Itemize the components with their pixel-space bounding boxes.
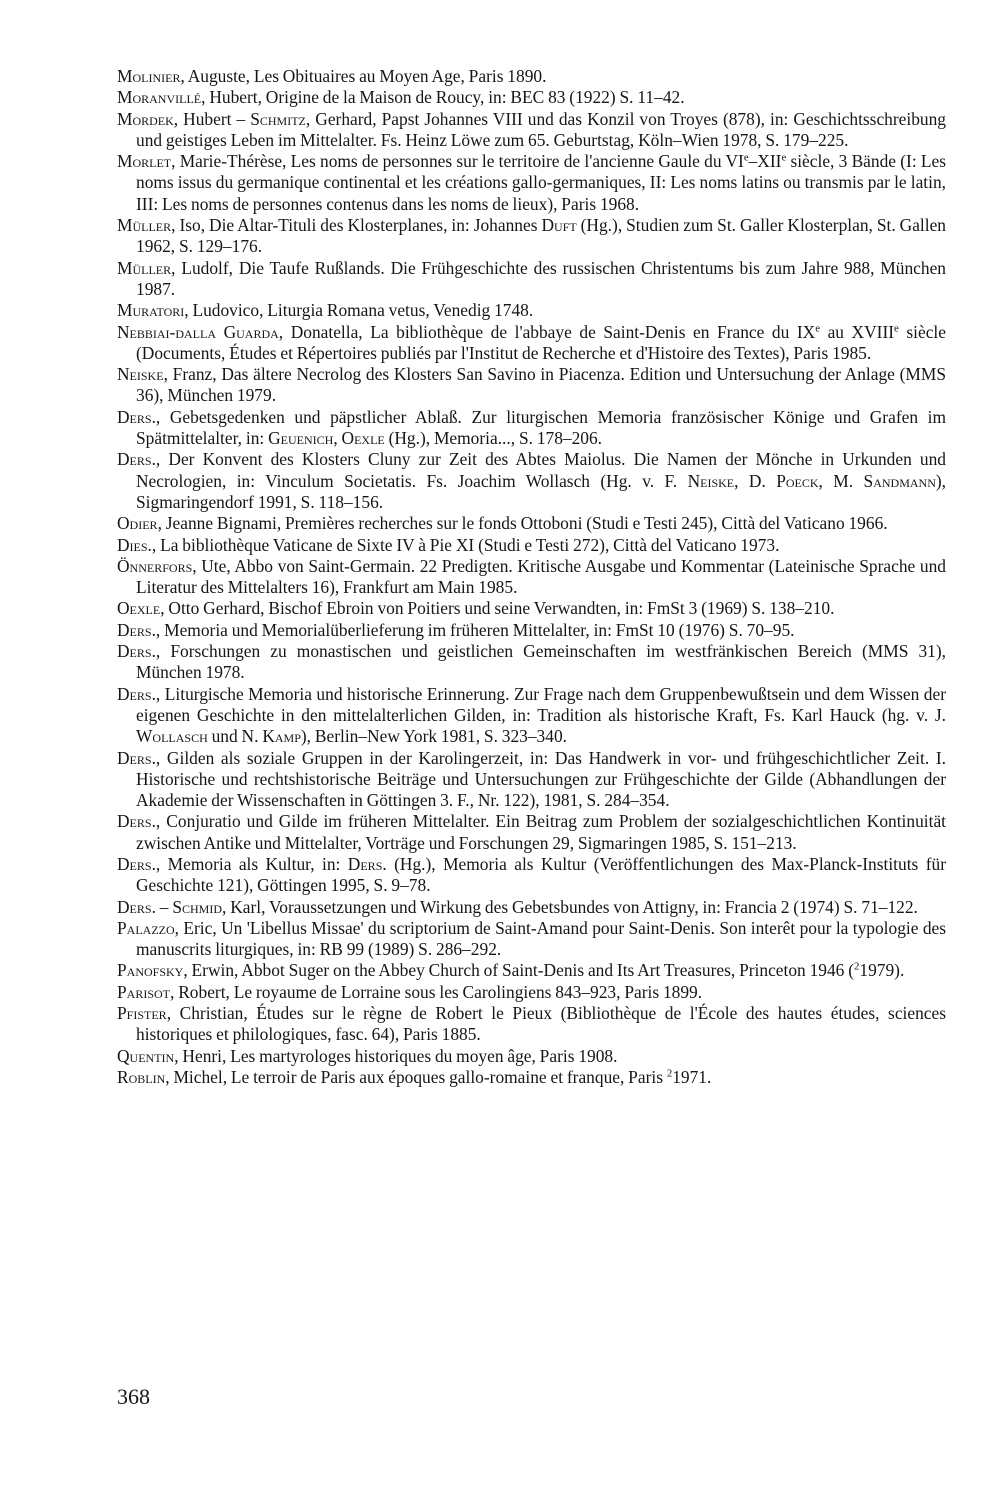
bibliography-entry <box>117 897 946 918</box>
entry-author: Kamp <box>262 726 301 747</box>
entry-author: Muratori <box>117 300 185 321</box>
entry-text: , Gebetsgedenken und päpstlicher Ablaß. Zur liturgischen Memoria französischer Könige und Grafen im Spätmittelalter, in: <box>136 406 946 449</box>
entry-text: , Henri, Les martyrologes historiques du moyen âge, Paris 1908. <box>174 1045 618 1066</box>
bibliography-entry <box>117 258 946 301</box>
entry-author: Ders. <box>117 619 156 640</box>
entry-author: Geuenich <box>268 428 334 449</box>
entry-author: Ders. <box>117 853 156 874</box>
entry-author: Oexle <box>341 428 385 449</box>
bibliography-entry <box>117 109 946 152</box>
entry-author: Moranvillé <box>117 87 202 108</box>
entry-text: , Marie-Thérèse, Les noms de personnes sur le territoire de l'ancienne Gaule du VI <box>171 151 744 172</box>
entry-text: 1979). <box>859 960 905 981</box>
bibliography-entry <box>117 407 946 450</box>
entry-superscript: e <box>894 321 899 334</box>
entry-author: Neiske <box>117 364 164 385</box>
entry-text: , Gerhard, Papst Johannes VIII und das Konzil von Troyes (878), in: Geschichtsschreibung und geistiges Leben im Mittelalter. Fs. Heinz Löwe zum 65. Geburtstag, Köln–Wien 1978, S. 179–225. <box>136 108 946 150</box>
entry-text: , Memoria als Kultur, in: <box>155 853 348 874</box>
entry-text: , Hubert, Origine de la Maison de Roucy, in: BEC 83 (1922) S. 11–42. <box>201 87 685 108</box>
entry-author: Nebbiai-dalla Guarda <box>117 321 279 342</box>
entry-text: , <box>333 428 342 449</box>
entry-text: 1971. <box>672 1066 712 1087</box>
entry-text: au XVIII <box>820 321 895 342</box>
bibliography-entry <box>117 1046 946 1067</box>
bibliography-entry <box>117 641 946 684</box>
entry-text: –XII <box>748 151 782 172</box>
bibliography-entry <box>117 449 946 513</box>
entry-text: , Conjuratio und Gilde im früheren Mittelalter. Ein Beitrag zum Problem der sozialgeschichtlichen Kontinuität zwischen Antike und Mittelalter, Vorträge und Forschungen 29, Sigmaringen 1985, S. 151–213. <box>136 811 946 853</box>
entry-text: ), Sigmaringendorf 1991, S. 118–156. <box>136 470 947 512</box>
entry-text: , Memoria und Memorialüberlieferung im früheren Mittelalter, in: FmSt 10 (1976) S. 70–95. <box>155 619 795 640</box>
entry-author: Müller <box>117 257 172 278</box>
entry-text: , Jeanne Bignami, Premières recherches sur le fonds Ottoboni (Studi e Testi 245), Città del Vaticano 1966. <box>157 513 888 534</box>
bibliography-entry <box>117 918 946 961</box>
entry-author: Ders. <box>117 449 156 470</box>
entry-author: Ders. <box>117 683 156 704</box>
entry-text: , Michel, Le terroir de Paris aux époques gallo-romaine et franque, Paris <box>165 1066 667 1087</box>
entry-text: , Christian, Études sur le règne de Robert le Pieux (Bibliothèque de l'École des hautes études, sciences historiques et philologiques, fasc. 64), Paris 1885. <box>136 1003 946 1045</box>
entry-author: Quentin <box>117 1045 175 1066</box>
bibliography-entry <box>117 66 946 87</box>
bibliography-entry <box>117 87 946 108</box>
bibliography-entry <box>117 535 946 556</box>
bibliography-entry <box>117 748 946 812</box>
bibliography-entry <box>117 364 946 407</box>
bibliography-entry <box>117 620 946 641</box>
entry-text: , Eric, Un 'Libellus Missae' du scriptorium de Saint-Amand pour Saint-Denis. Son interêt pour la typologie des manuscrits liturgiques, in: RB 99 (1989) S. 286–292. <box>136 917 946 960</box>
bibliography-entry <box>117 598 946 619</box>
entry-text: , D. <box>734 470 777 491</box>
entry-text: , Otto Gerhard, Bischof Ebroin von Poitiers und seine Verwandten, in: FmSt 3 (1969) S. 138–210. <box>160 598 835 619</box>
entry-author: Oexle <box>117 598 161 619</box>
entry-author: Pfister <box>117 1003 167 1024</box>
entry-text: , Forschungen zu monastischen und geistlichen Gemeinschaften im westfränkischen Bereich (MMS 31), München 1978. <box>136 641 946 683</box>
entry-text: (Hg.), Memoria..., S. 178–206. <box>384 428 603 449</box>
entry-author: Önnerfors <box>117 555 193 576</box>
entry-text: , Donatella, La bibliothèque de l'abbaye de Saint-Denis en France du IX <box>278 321 816 342</box>
entry-text: , Ludovico, Liturgia Romana vetus, Venedig 1748. <box>184 300 534 321</box>
entry-author: Schmitz <box>250 108 306 129</box>
bibliography-list <box>117 66 946 1088</box>
entry-text: , Ludolf, Die Taufe Rußlands. Die Frühgeschichte des russischen Christentums bis zum Jahre 988, München 1987. <box>136 257 946 299</box>
entry-author: Poeck <box>776 470 819 491</box>
entry-author: Ders. <box>347 853 387 874</box>
entry-superscript: 2 <box>854 960 860 973</box>
entry-author: Schmid <box>172 896 222 917</box>
bibliography-entry <box>117 960 946 981</box>
bibliography-entry <box>117 151 946 215</box>
entry-text: , Karl, Voraussetzungen und Wirkung des Gebetsbundes von Attigny, in: Francia 2 (1974) S. 71–122. <box>222 896 918 917</box>
bibliography-entry <box>117 811 946 854</box>
entry-text: , Hubert – <box>173 108 251 129</box>
entry-text: ), Berlin–New York 1981, S. 323–340. <box>300 726 567 747</box>
entry-author: Duft <box>541 215 577 236</box>
entry-text: , Auguste, Les Obituaires au Moyen Age, Paris 1890. <box>180 66 547 86</box>
entry-superscript: e <box>743 151 749 164</box>
entry-author: Ders. <box>117 406 156 427</box>
entry-text: siècle (Documents, Études et Répertoires publiés par l'Institut de Recherche et d'Histoire des Textes), Paris 1985. <box>136 321 946 363</box>
bibliography-entry <box>117 854 946 897</box>
entry-text: , Ute, Abbo von Saint-Germain. 22 Predigten. Kritische Ausgabe und Kommentar (Lateinische Sprache und Literatur des Mittelalters 16), Frankfurt am Main 1985. <box>136 555 946 598</box>
entry-superscript: 2 <box>666 1067 673 1080</box>
entry-text: – <box>155 896 173 917</box>
page-number: 368 <box>117 1384 150 1409</box>
entry-text: , Gilden als soziale Gruppen in der Karolingerzeit, in: Das Handwerk in vor- und frühgeschichtlicher Zeit. I. Historische und rechtshistorische Beiträge und Untersuchungen zur Frühgeschichte der Gilde (Abhandlungen der Akademie der Wissenschaften in Göttingen 3. F., Nr. 122), 1981, S. 284–354. <box>136 747 946 811</box>
entry-author: Odier <box>117 513 158 534</box>
entry-author: Palazzo <box>117 917 175 938</box>
entry-author: Parisot <box>117 981 171 1002</box>
entry-text: , Erwin, Abbot Suger on the Abbey Church of Saint-Denis and Its Art Treasures, Princeton 1946 ( <box>183 960 854 981</box>
entry-author: Roblin <box>117 1066 166 1087</box>
entry-text: , Iso, Die Altar-Tituli des Klosterplanes, in: Johannes <box>171 215 542 236</box>
bibliography-entry <box>117 322 946 365</box>
bibliography-entry <box>117 1003 946 1046</box>
entry-author: Molinier <box>117 66 181 86</box>
bibliography-entry <box>117 513 946 534</box>
entry-text: , Liturgische Memoria und historische Erinnerung. Zur Frage nach dem Gruppenbewußtsein und dem Wissen der eigenen Geschichte in den mittelalterlichen Gilden, in: Tradition als historische Kraft, Fs. Karl Hauck (hg. v. J. <box>136 683 946 725</box>
entry-author: Ders. <box>117 747 156 768</box>
entry-text: , Franz, Das ältere Necrolog des Klosters San Savino in Piacenza. Edition und Untersuchung der Anlage (MMS 36), München 1979. <box>136 364 946 406</box>
entry-text: , Der Konvent des Klosters Cluny zur Zeit des Abtes Maiolus. Die Namen der Mönche in Urkunden und Necrologien, in: Vinculum Societatis. Fs. Joachim Wollasch (Hg. v. F. <box>136 449 946 491</box>
bibliography-entry <box>117 300 946 321</box>
entry-author: Wollasch <box>136 726 208 747</box>
bibliography-entry <box>117 982 946 1003</box>
entry-author: Sandmann <box>863 470 936 491</box>
entry-author: Ders. <box>117 811 156 832</box>
entry-author: Müller <box>117 215 172 236</box>
entry-author: Ders. <box>117 896 156 917</box>
entry-author: Dies. <box>117 534 152 555</box>
entry-text: und N. <box>207 726 263 747</box>
entry-text: , Robert, Le royaume de Lorraine sous les Carolingiens 843–923, Paris 1899. <box>170 981 703 1002</box>
entry-author: Ders. <box>117 641 156 662</box>
entry-author: Panofsky <box>117 960 184 981</box>
entry-author: Neiske <box>687 470 735 491</box>
entry-superscript: e <box>781 151 787 164</box>
bibliography-entry <box>117 215 946 258</box>
bibliography-entry <box>117 684 946 748</box>
entry-text: siècle, 3 Bände (I: Les noms issus du germanique continental et les créations gallo-germaniques, II: Les noms latins ou transmis par le latin, III: Les noms de personnes contenus dans les noms de lieux), Paris 1968. <box>136 151 947 214</box>
entry-superscript: e <box>815 321 820 334</box>
entry-text: (Hg.), Studien zum St. Galler Klosterplan, St. Gallen 1962, S. 129–176. <box>136 215 947 257</box>
entry-author: Morlet <box>117 151 172 172</box>
entry-author: Mordek <box>117 108 174 129</box>
bibliography-entry <box>117 556 946 599</box>
entry-text: (Hg.), Memoria als Kultur (Veröffentlichungen des Max-Planck-Instituts für Geschichte 121), Göttingen 1995, S. 9–78. <box>136 853 946 896</box>
entry-text: , La bibliothèque Vaticane de Sixte IV à Pie XI (Studi e Testi 272), Città del Vaticano 1973. <box>151 534 780 555</box>
entry-text: , M. <box>818 470 864 491</box>
bibliography-entry <box>117 1067 946 1088</box>
